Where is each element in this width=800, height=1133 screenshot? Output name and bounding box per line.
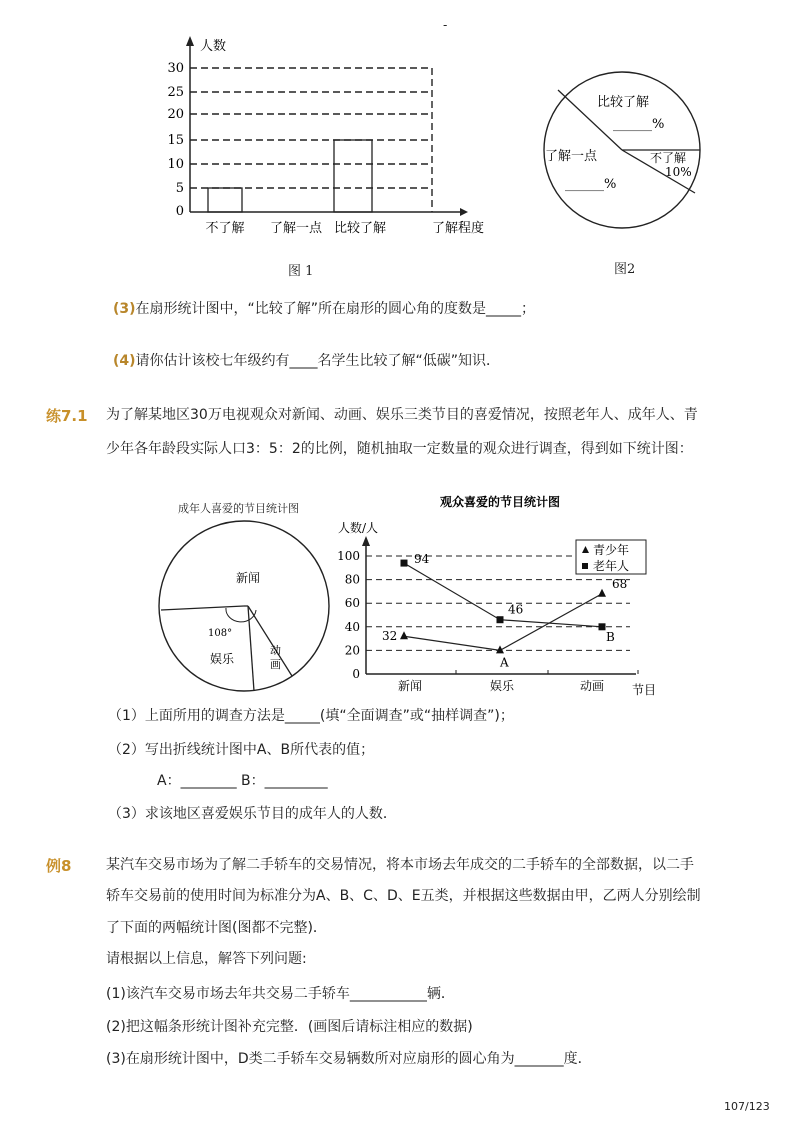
y-tick: 5 xyxy=(175,181,184,196)
square-marker xyxy=(401,560,408,567)
example-question-3: (3)在扇形统计图中，D类二手轿车交易辆数所对应扇形的圆心角为_______度． xyxy=(106,1051,592,1067)
figure2-caption: 图2 xyxy=(614,262,636,277)
question-4 xyxy=(113,351,500,371)
data-label: B xyxy=(606,629,615,644)
x-tick-label: 新闻 xyxy=(397,679,423,693)
example-line: 请根据以上信息，解答下列问题: xyxy=(106,951,307,967)
slice-label: 了解一点 xyxy=(545,149,598,164)
sub-question-3: （3）求该地区喜爱娱乐节目的成年人的人数． xyxy=(108,806,397,822)
legend-square-icon xyxy=(582,563,588,569)
y-tick: 0 xyxy=(175,204,184,219)
example-line: 轿车交易前的使用时间为标准分为A、B、C、D、E五类，并根据这些数据由甲，乙两人分别绘制 xyxy=(106,888,701,904)
figure1-bar-chart xyxy=(160,30,500,240)
pie-divider xyxy=(161,606,244,610)
slice-label: 娱乐 xyxy=(210,652,235,666)
top-mark: - xyxy=(443,18,448,32)
angle-label: 108° xyxy=(208,628,233,639)
pie2-title: 成年人喜爱的节目统计图 xyxy=(178,502,299,515)
x-axis-label: 节目 xyxy=(632,683,657,697)
triangle-marker xyxy=(400,631,408,639)
y-tick: 30 xyxy=(167,61,184,76)
y-axis-arrow xyxy=(362,536,370,546)
y-tick: 100 xyxy=(337,549,360,563)
question-text: 在扇形统计图中，“比较了解”所在扇形的圆心角的度数是_____； xyxy=(135,301,536,317)
sub-question-1: （1）上面所用的调查方法是_____(填“全面调查”或“抽样调查”)； xyxy=(108,708,514,724)
figure2-pie-chart xyxy=(535,70,715,240)
y-axis-label: 人数/人 xyxy=(338,521,379,535)
x-tick-label: 动画 xyxy=(579,679,605,693)
slice-label: 画 xyxy=(270,658,281,671)
sub-question-2-blank: A：________ B：_________ xyxy=(157,773,328,789)
legend-label: 老年人 xyxy=(593,559,630,573)
sub-question-2: （2）写出折线统计图中A、B所代表的值； xyxy=(108,742,375,758)
example-line: 某汽车交易市场为了解二手轿车的交易情况，将本市场去年成交的二手轿车的全部数据，以二手 xyxy=(106,857,694,873)
question-number: (4) xyxy=(113,353,136,369)
category-label: 比较了解 xyxy=(333,221,387,236)
data-label: 94 xyxy=(414,552,430,567)
exercise-tag: 练7.1 xyxy=(46,407,88,425)
figure1-caption: 图 1 xyxy=(288,264,314,279)
y-tick: 20 xyxy=(344,643,360,658)
question-number: (3) xyxy=(113,301,136,317)
viewer-line-chart xyxy=(330,490,675,700)
slice-label: 新闻 xyxy=(236,571,261,585)
square-marker xyxy=(497,616,504,623)
exercise-line: 少年各年龄段实际人口3：5：2的比例，随机抽取一定数量的观众进行调查，得到如下统计图： xyxy=(106,441,693,457)
data-label: 68 xyxy=(612,576,628,591)
x-axis-arrow xyxy=(460,208,468,216)
data-label: 32 xyxy=(382,629,398,644)
slice-label: 不了解 xyxy=(650,151,687,165)
y-axis-arrow xyxy=(186,36,194,46)
page-number: 107/123 xyxy=(724,1100,770,1113)
y-tick: 40 xyxy=(344,619,360,634)
adult-program-pie xyxy=(158,518,338,698)
example-line: 了下面的两幅统计图(图都不完整)． xyxy=(106,920,327,936)
example-question-2: (2)把这幅条形统计图补充完整．(画图后请标注相应的数据) xyxy=(106,1019,473,1035)
y-tick: 80 xyxy=(344,572,360,587)
slice-pct: 10% xyxy=(665,165,692,179)
triangle-marker xyxy=(598,589,606,597)
slice-pct: ______% xyxy=(565,177,617,192)
y-tick: 60 xyxy=(344,596,360,611)
data-label: A xyxy=(500,655,509,670)
category-label: 了解一点 xyxy=(269,221,323,236)
square-marker xyxy=(599,623,606,630)
x-tick-label: 娱乐 xyxy=(489,679,515,693)
y-tick: 15 xyxy=(167,133,184,148)
y-axis-label: 人数 xyxy=(200,39,227,54)
question-3 xyxy=(113,299,535,319)
slice-pct: ______% xyxy=(613,117,665,132)
slice-label: 动 xyxy=(270,644,281,657)
y-tick: 25 xyxy=(167,85,184,100)
example-tag: 例8 xyxy=(46,857,72,875)
exercise-line: 为了解某地区30万电视观众对新闻、动画、娱乐三类节目的喜爱情况，按照老年人、成年人、青 xyxy=(106,407,698,423)
bar-bu-liaojie xyxy=(208,188,242,212)
category-label: 不了解 xyxy=(205,221,245,236)
y-tick: 10 xyxy=(167,157,184,172)
chart-title: 观众喜爱的节目统计图 xyxy=(439,495,561,509)
bar-bijiao-liaojie xyxy=(334,140,372,212)
y-tick: 20 xyxy=(167,107,184,122)
y-tick: 0 xyxy=(352,667,360,681)
slice-label: 比较了解 xyxy=(597,95,650,110)
data-label: 46 xyxy=(508,602,524,617)
example-question-1: (1)该汽车交易市场去年共交易二手轿车___________辆． xyxy=(106,986,455,1002)
angle-arc xyxy=(226,608,256,622)
legend-label: 青少年 xyxy=(593,543,630,557)
x-axis-label: 了解程度 xyxy=(432,221,485,236)
question-text: 请你估计该校七年级约有____名学生比较了解“低碳”知识． xyxy=(135,353,501,369)
